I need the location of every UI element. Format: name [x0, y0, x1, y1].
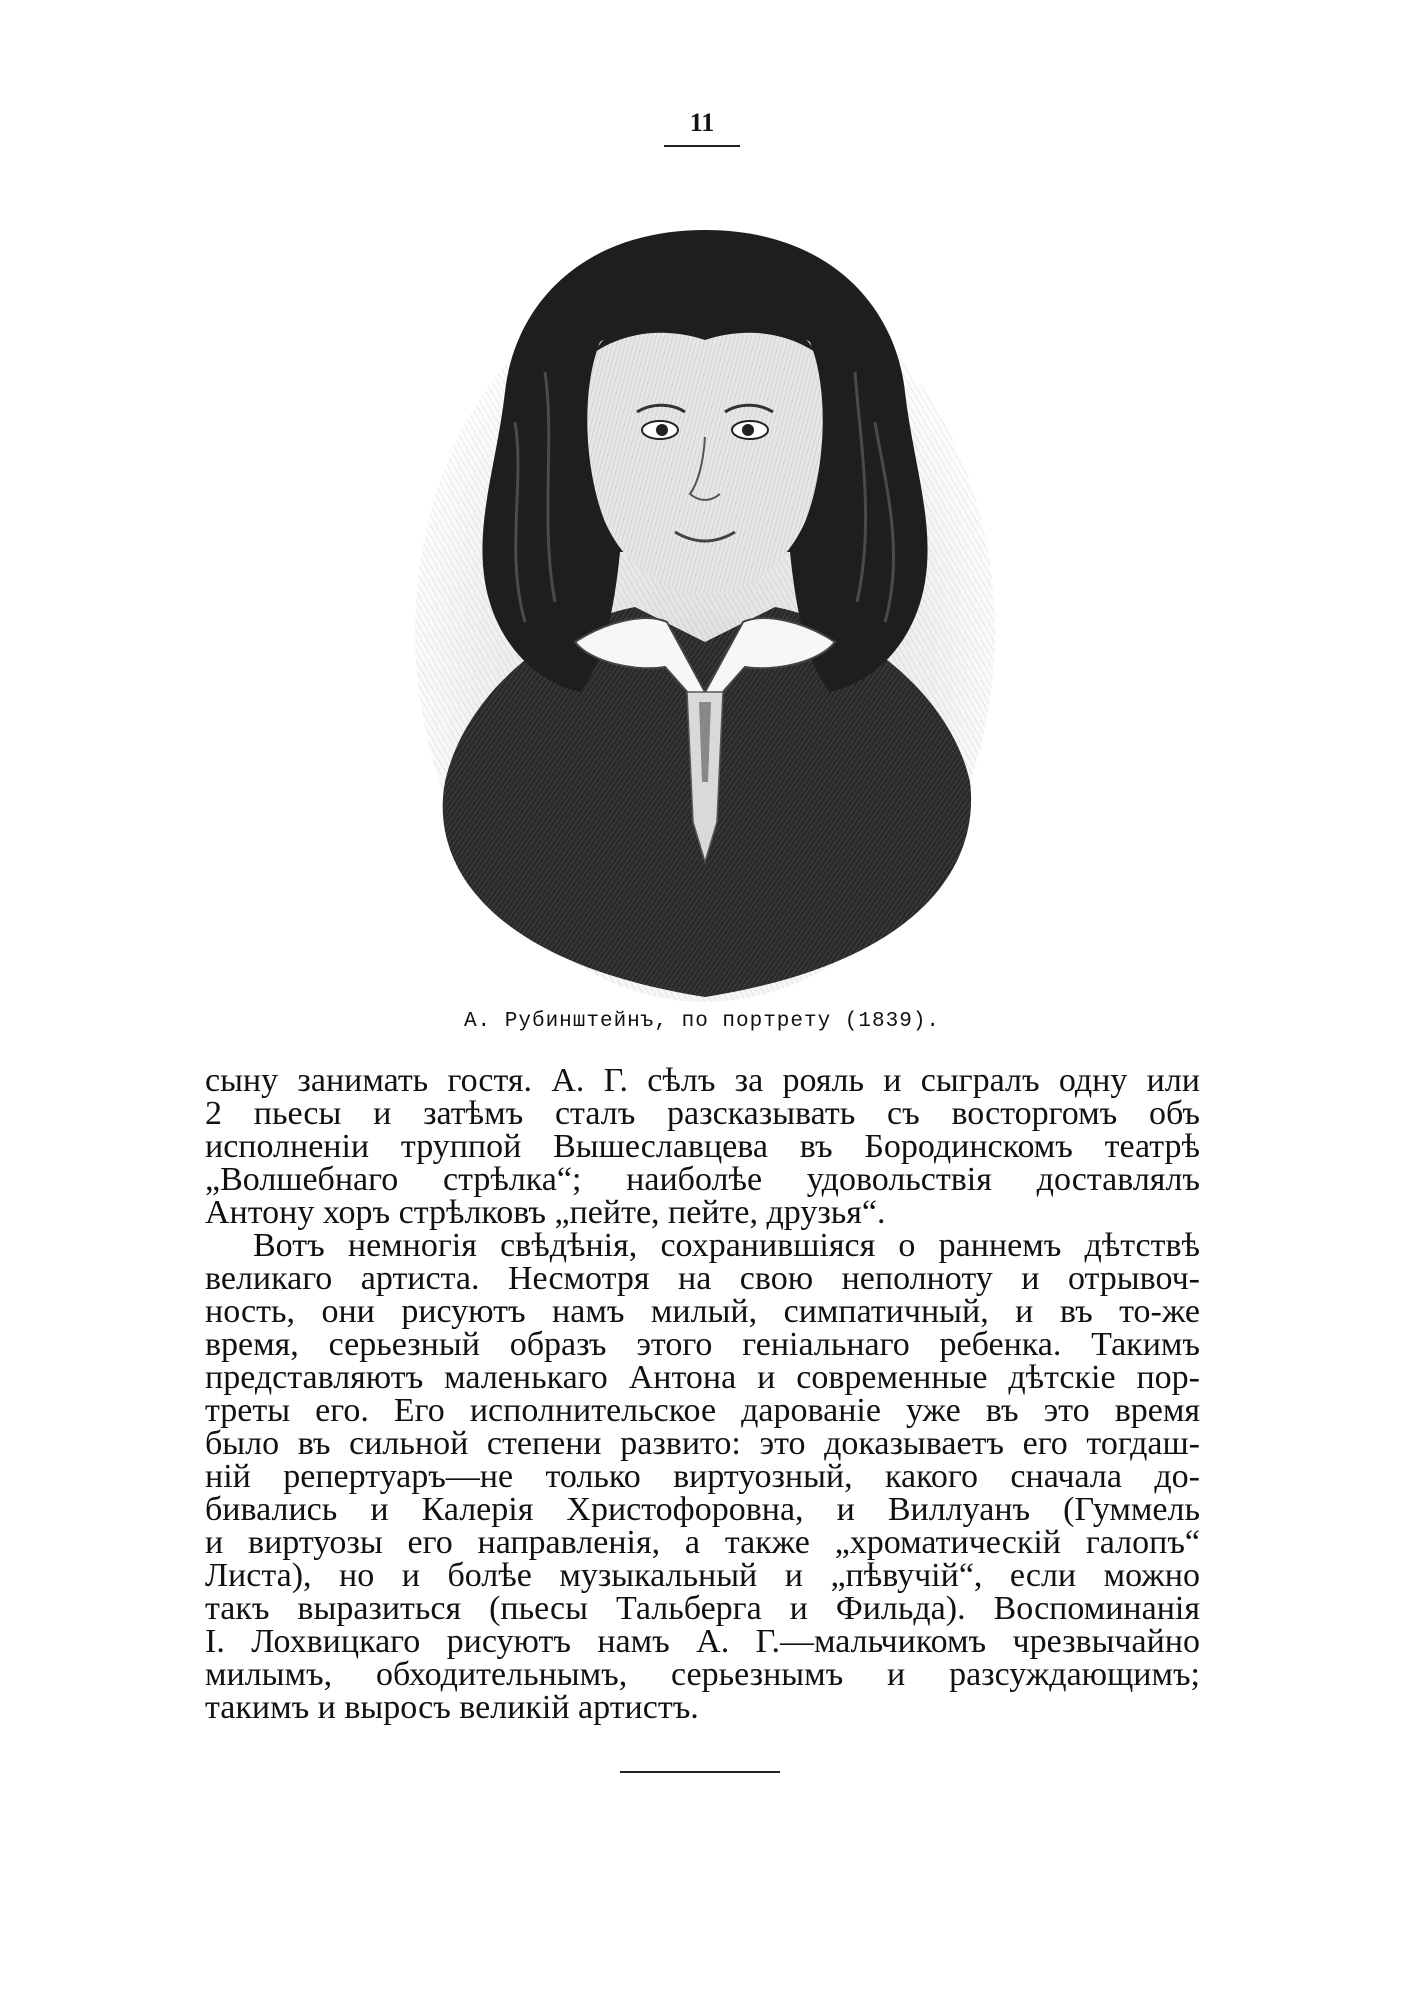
text-line: бивались и Калерія Христофоровна, и Виллуанъ (Гуммель — [205, 1491, 1200, 1528]
text-line: треты его. Его исполнительское дарованіе уже въ это время — [205, 1392, 1200, 1429]
text-line: I. Лохвицкаго рисуютъ намъ А. Г.—мальчикомъ чрезвычайно — [205, 1623, 1200, 1660]
text-line: представляютъ маленькаго Антона и современные дѣтскіе пор- — [205, 1359, 1200, 1396]
text-line: такъ выразиться (пьесы Тальберга и Фильда). Воспоминанія — [205, 1590, 1200, 1627]
section-end-rule — [620, 1771, 780, 1773]
body-text — [205, 1064, 1200, 1724]
text-line: 2 пьесы и затѣмъ сталъ разсказывать съ восторгомъ объ — [205, 1095, 1200, 1132]
text-line: такимъ и выросъ великій артистъ. — [205, 1689, 699, 1726]
text-line: Листа), но и болѣе музыкальный и „пѣвучій“, если можно — [205, 1557, 1200, 1594]
text-line: время, серьезный образъ этого геніальнаго ребенка. Такимъ — [205, 1326, 1200, 1363]
paragraph-2 — [205, 1229, 1200, 1724]
paragraph-1 — [205, 1064, 1200, 1229]
text-line: „Волшебнаго стрѣлка“; наиболѣе удовольствія доставлялъ — [205, 1161, 1200, 1198]
text-line: ній репертуаръ—не только виртуозный, какого сначала до- — [205, 1458, 1200, 1495]
text-line: милымъ, обходительнымъ, серьезнымъ и разсуждающимъ; — [205, 1656, 1200, 1693]
portrait-caption: А. Рубинштейнъ, по портрету (1839). — [463, 1010, 941, 1033]
text-line: ность, они рисуютъ намъ милый, симпатичный, и въ то-же — [205, 1293, 1200, 1330]
text-line: великаго артиста. Несмотря на свою неполноту и отрывоч- — [205, 1260, 1200, 1297]
text-line: сыну занимать гостя. А. Г. сѣлъ за рояль и сыгралъ одну или — [205, 1062, 1200, 1099]
portrait-engraving — [405, 222, 1005, 1004]
text-line: исполненіи труппой Вышеславцева въ Бородинскомъ театрѣ — [205, 1128, 1200, 1165]
text-line: Антону хоръ стрѣлковъ „пейте, пейте, друзья“. — [205, 1194, 886, 1231]
text-line: Вотъ немногія свѣдѣнія, сохранившіяся о раннемъ дѣтствѣ — [253, 1227, 1200, 1264]
page-number: 11 — [689, 108, 715, 137]
text-line: и виртуозы его направленія, а также „хроматическій галопъ“ — [205, 1524, 1200, 1561]
page-number-rule — [664, 145, 740, 147]
text-line: было въ сильной степени развито: это доказываетъ его тогдаш- — [205, 1425, 1200, 1462]
